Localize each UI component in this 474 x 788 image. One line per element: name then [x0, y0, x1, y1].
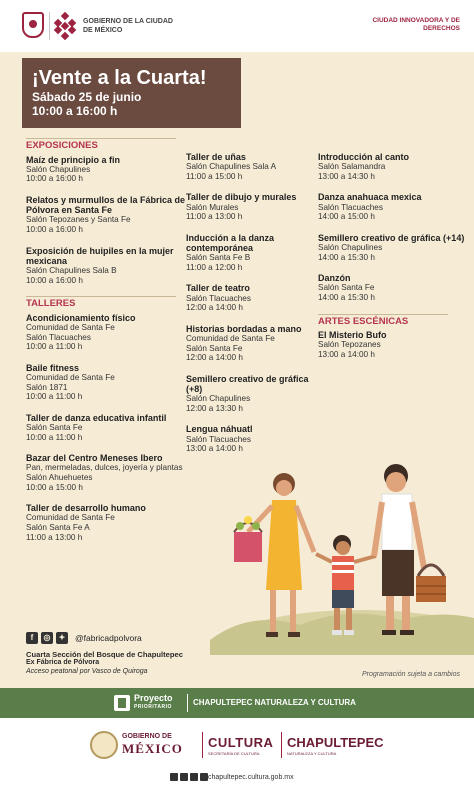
event-title: Historias bordadas a mano [186, 323, 302, 334]
bar-divider [187, 694, 188, 712]
website-link[interactable]: chapultepec.cultura.gob.mx [208, 774, 294, 781]
bar-slogan: CHAPULTEPEC NATURALEZA Y CULTURA [193, 698, 356, 707]
chapultepec-sub: NATURALEZA Y CULTURA [287, 751, 337, 756]
event-detail: Salón 1871 [26, 382, 68, 392]
instagram-icon[interactable] [180, 773, 188, 781]
event-detail: 10:00 a 16:00 h [26, 224, 83, 234]
event-detail: 14:00 a 15:30 h [318, 292, 375, 302]
twitter-icon[interactable] [190, 773, 198, 781]
city-motto: CIUDAD INNOVADORA Y DE DERECHOS [372, 17, 460, 32]
event-detail: 11:00 a 15:00 h [186, 171, 243, 181]
event-title: Danza anahuaca mexica [318, 192, 422, 203]
event-detail: Salón Santa Fe [318, 283, 375, 293]
event-detail: Salón Santa Fe [186, 343, 243, 353]
cdmx-seal-icon [22, 12, 44, 38]
family-illustration [210, 440, 474, 655]
event-title: Baile fitness [26, 362, 80, 373]
event-title: Acondicionamiento físico [26, 312, 136, 323]
event-item [186, 192, 316, 221]
event-item [186, 283, 316, 312]
event-item [186, 233, 316, 273]
event-detail: Comunidad de Santa Fe [26, 513, 115, 523]
event-title: Taller de uñas [186, 152, 246, 162]
schedule-column-2 [186, 152, 316, 465]
event-title: Taller de dibujo y murales [186, 192, 297, 203]
event-item [318, 330, 468, 359]
event-detail: Salón Tlacuaches [26, 332, 91, 342]
schedule-column-3 [318, 152, 468, 371]
event-detail: Salón Chapulines [186, 394, 251, 404]
event-detail: 12:00 a 13:30 h [186, 403, 243, 413]
facebook-icon[interactable] [170, 773, 178, 781]
cdmx-logo-icon [52, 12, 78, 40]
event-detail: Salón Chapulines Sala B [26, 265, 117, 275]
event-detail: Salón Murales [186, 202, 239, 212]
event-title: Introducción al canto [318, 152, 410, 162]
event-detail: Salón Chapulines [318, 242, 383, 252]
event-detail: Comunidad de Santa Fe [186, 333, 275, 343]
event-detail: 14:00 a 15:30 h [318, 252, 375, 262]
chapultepec-logo: CHAPULTEPEC [287, 735, 384, 750]
cultura-sub: SECRETARÍA DE CULTURA [208, 751, 260, 756]
event-detail: 11:00 a 12:00 h [186, 262, 243, 272]
event-detail: Salón Salamandra [318, 162, 386, 172]
event-item [186, 324, 316, 363]
event-detail: Salón Santa Fe [26, 422, 83, 432]
schedule-note: Programación sujeta a cambios [361, 671, 460, 678]
event-item [318, 273, 468, 302]
event-title: Inducción a la danza contemporánea [186, 232, 275, 253]
event-title: Taller de danza educativa infantil [26, 412, 167, 423]
event-item [26, 246, 188, 286]
cultura-logo: CULTURA [208, 735, 274, 750]
event-detail: 10:00 a 11:00 h [26, 432, 83, 442]
event-detail: Pan, mermeladas, dulces, joyería y plantas [26, 463, 183, 473]
youtube-icon[interactable] [200, 773, 208, 781]
venue-name: Cuarta Sección del Bosque de Chapultepec [26, 650, 183, 659]
instagram-icon[interactable]: ◎ [41, 632, 53, 644]
event-item [186, 374, 316, 414]
event-item [26, 503, 188, 542]
event-detail: Salón Santa Fe B [186, 253, 251, 263]
event-title: Exposición de huipiles en la mujer mexicana [26, 245, 174, 266]
event-detail: 13:00 a 14:00 h [318, 349, 375, 359]
gob-title: GOBIERNO DE [122, 733, 172, 740]
footer-social-icons [170, 773, 208, 781]
event-title: Maíz de principio a fin [26, 154, 121, 165]
national-seal-icon [90, 731, 118, 759]
event-detail: Comunidad de Santa Fe [26, 322, 115, 332]
event-detail: 12:00 a 14:00 h [186, 353, 243, 363]
event-detail: 11:00 a 13:00 h [186, 212, 243, 222]
event-detail: Salón Ahuehuetes [26, 472, 93, 482]
event-title: Lengua náhuatl [186, 424, 253, 435]
prioritario-label: PRIORITARIO [134, 704, 172, 710]
event-detail: Salón Chapulines Sala A [186, 162, 277, 172]
event-item [26, 155, 188, 184]
event-detail: Comunidad de Santa Fe [26, 372, 115, 382]
section-artes-escenicas: ARTES ESCÉNICAS [318, 314, 448, 327]
event-detail: 14:00 a 15:00 h [318, 212, 375, 222]
event-detail: 12:00 a 14:00 h [186, 303, 243, 313]
event-detail: 10:00 a 16:00 h [26, 174, 83, 184]
venue-sub: Ex Fábrica de Pólvora [26, 659, 100, 666]
page-title: ¡Vente a la Cuarta! [32, 67, 207, 89]
event-detail: Salón Tlacuaches [186, 434, 251, 444]
event-time: 10:00 a 16:00 h [32, 104, 118, 118]
event-item [26, 363, 188, 402]
event-detail: 10:00 a 15:00 h [26, 482, 83, 492]
event-title: Bazar del Centro Meneses Ibero [26, 453, 163, 464]
event-title: Semillero creativo de gráfica (+14) [318, 232, 465, 243]
social-icons [26, 632, 326, 644]
event-detail: Salón Santa Fe A [26, 522, 90, 532]
proyecto-logo-icon [114, 695, 130, 711]
event-detail: Salón Tepozanes [318, 340, 381, 350]
gov-cdmx-text: GOBIERNO DE LA CIUDAD DE MÉXICO [83, 18, 173, 34]
event-title: El Misterio Bufo [318, 330, 387, 341]
event-item [318, 152, 468, 181]
section-talleres: TALLERES [26, 296, 176, 309]
event-item [26, 453, 188, 492]
event-detail: 10:00 a 16:00 h [26, 275, 83, 285]
event-item [318, 233, 468, 262]
event-detail: 10:00 a 11:00 h [26, 392, 83, 402]
event-item [26, 313, 188, 352]
gob-mexico: MÉXICO [122, 741, 183, 756]
event-date: Sábado 25 de junio [32, 90, 142, 104]
contact-info [26, 632, 326, 676]
event-detail: 13:00 a 14:00 h [186, 444, 243, 454]
event-title: Semillero creativo de gráfica (+8) [186, 373, 309, 394]
schedule-column-1 [26, 138, 188, 553]
twitter-icon[interactable]: ✦ [56, 632, 68, 644]
event-detail: 10:00 a 11:00 h [26, 342, 83, 352]
event-detail: Salón Tepozanes y Santa Fe [26, 215, 131, 225]
event-item [26, 195, 188, 235]
footer-divider [202, 732, 203, 758]
event-title: Taller de desarrollo humano [26, 503, 146, 514]
logo-divider [49, 12, 50, 40]
event-detail: Salón Tlacuaches [318, 202, 383, 212]
event-detail: Salón Chapulines [26, 164, 91, 174]
event-title: Taller de teatro [186, 283, 250, 294]
facebook-icon[interactable]: f [26, 632, 38, 644]
event-item [318, 192, 468, 221]
event-detail: 11:00 a 13:00 h [26, 532, 83, 542]
event-detail: Salón Tlacuaches [186, 293, 251, 303]
proyecto-label: Proyecto [134, 693, 173, 703]
event-header [22, 58, 241, 128]
section-exposiciones: EXPOSICIONES [26, 138, 176, 151]
social-handle[interactable]: @fabricadpolvora [75, 633, 142, 643]
event-item [186, 152, 316, 181]
event-title: Relatos y murmullos de la Fábrica de Pólvora en Santa Fe [26, 194, 186, 216]
event-detail: 13:00 a 14:30 h [318, 171, 375, 181]
footer-divider [281, 732, 282, 758]
event-title: Danzón [318, 273, 351, 284]
event-item [26, 413, 188, 442]
venue-access: Acceso peatonal por Vasco de Quiroga [26, 667, 148, 675]
top-logo-bar [0, 0, 474, 52]
